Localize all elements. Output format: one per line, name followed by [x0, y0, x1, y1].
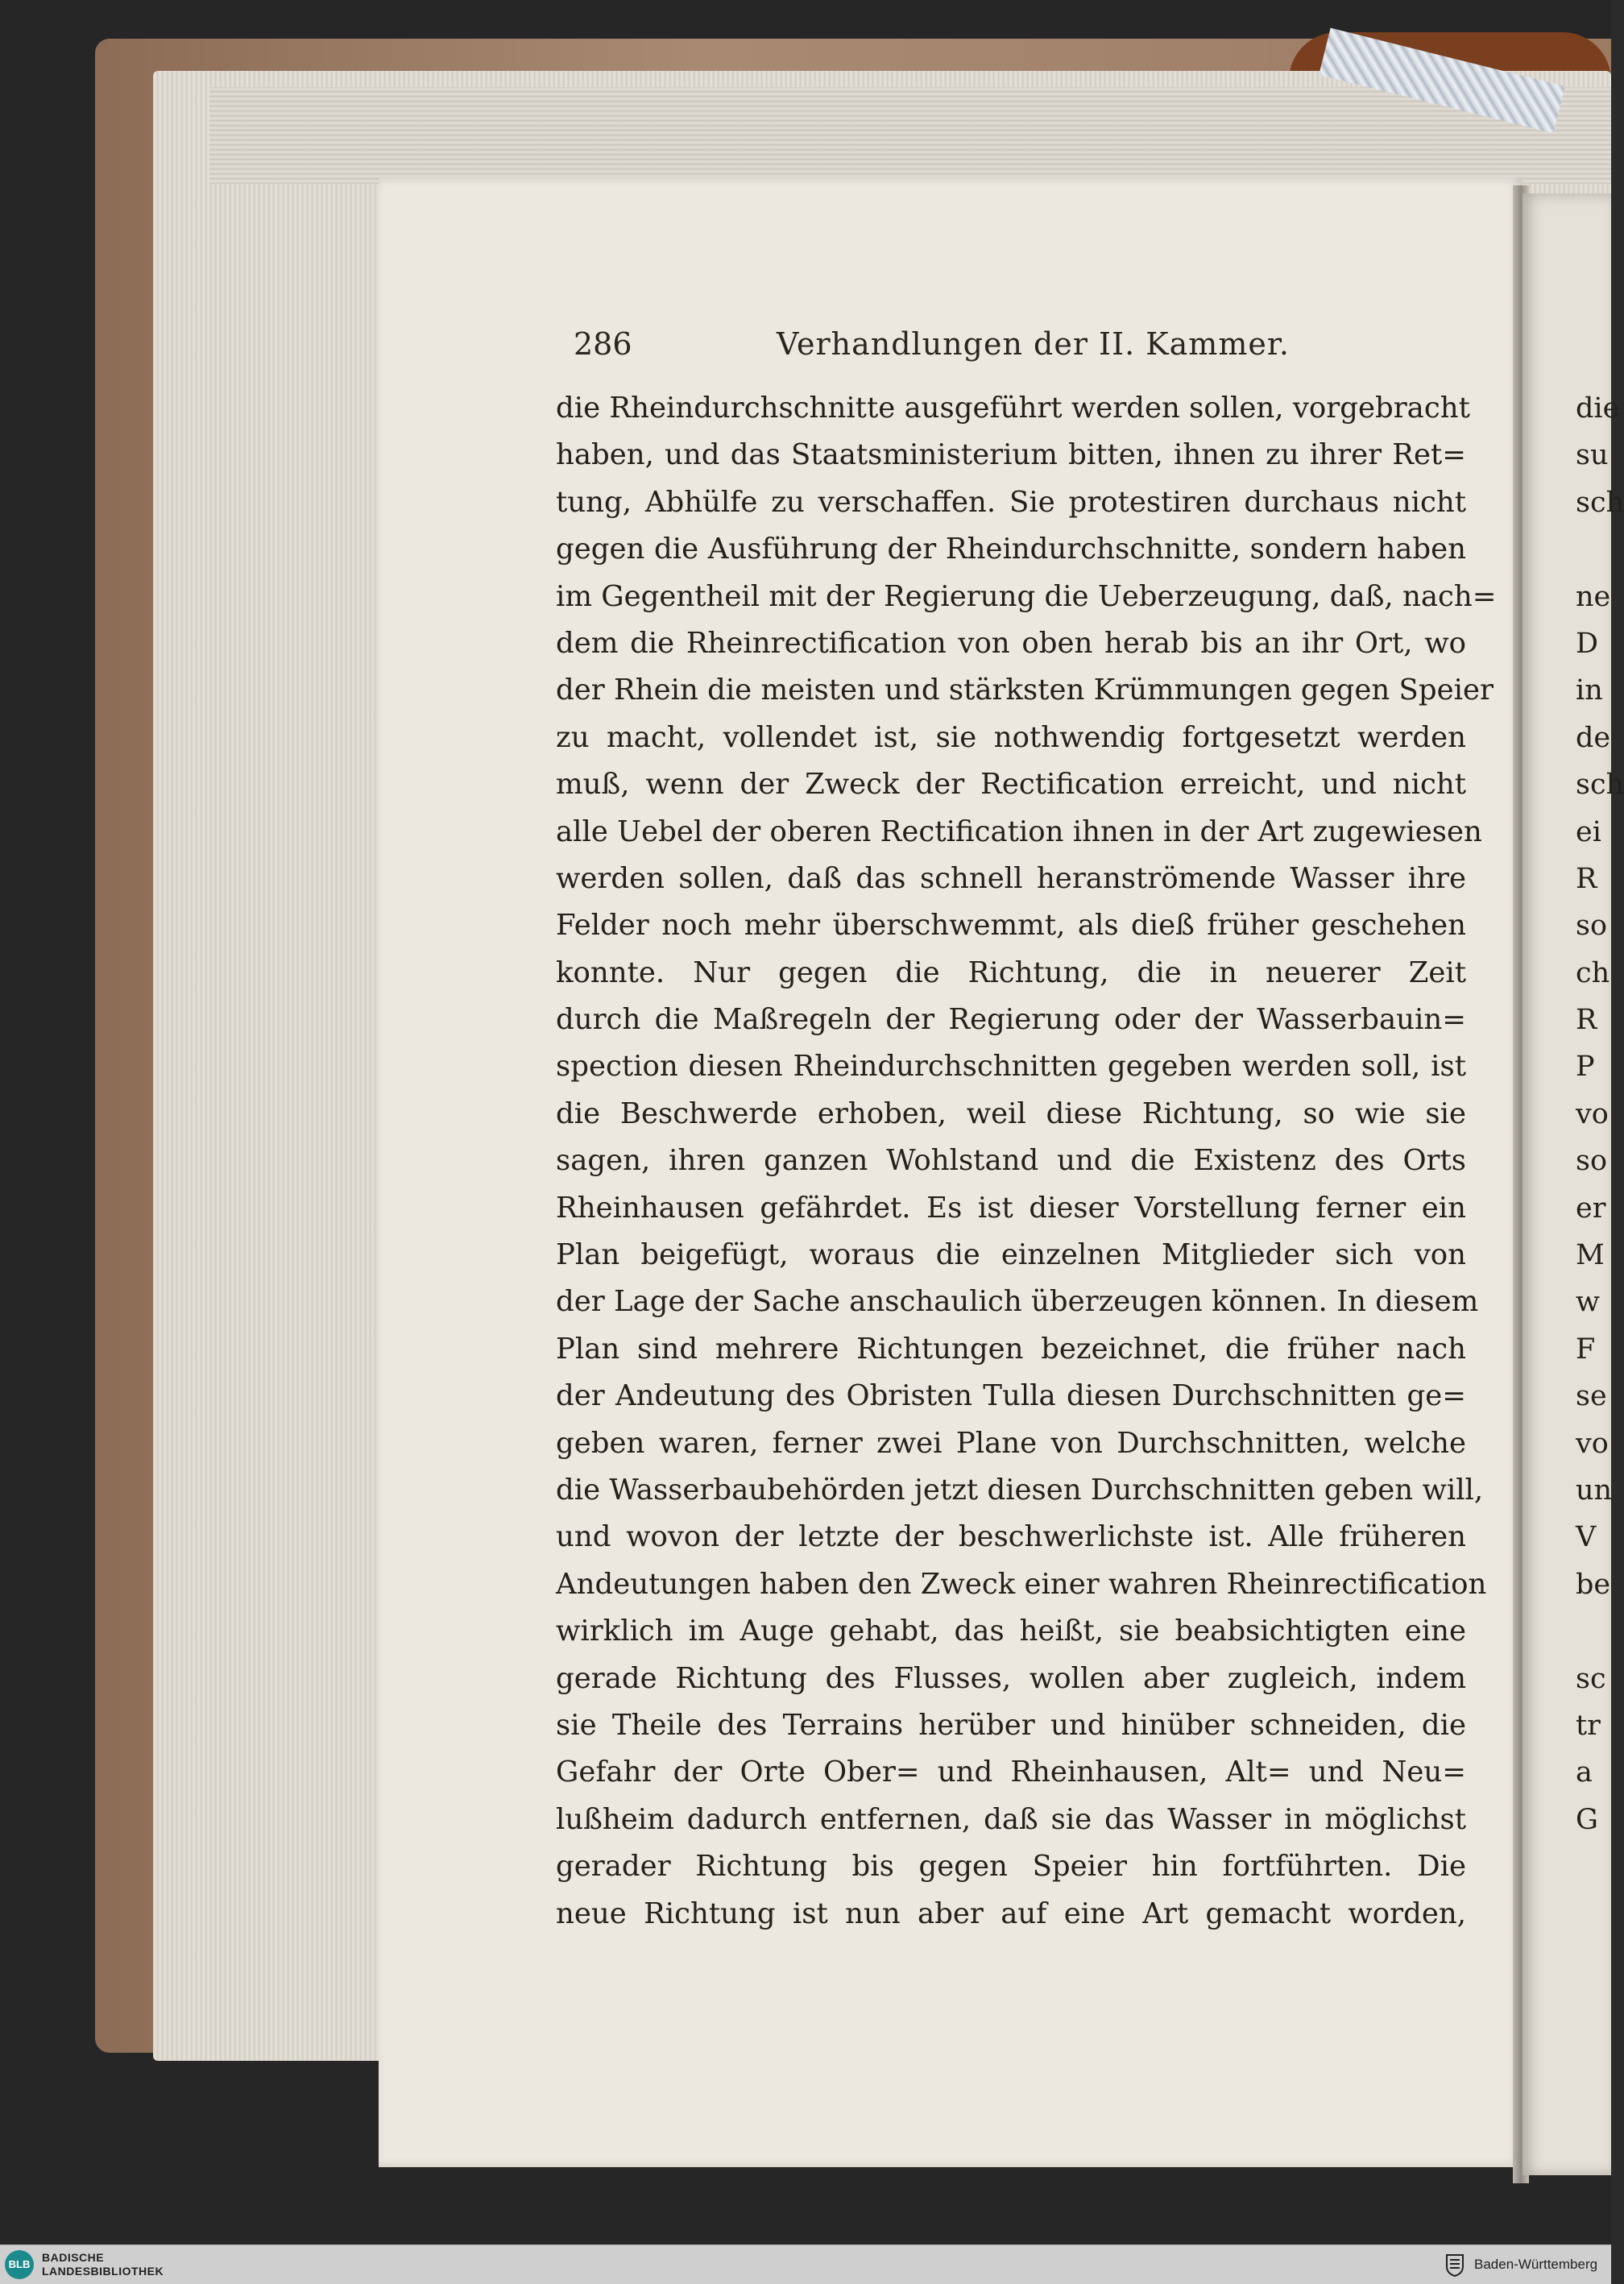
body-text — [556, 385, 1497, 1938]
facing-page-fragment: ne — [1576, 580, 1611, 613]
facing-page-fragment: a — [1576, 1756, 1593, 1789]
text-line: der Rhein die meisten und stärksten Krümmungen gegen Speier — [556, 674, 1494, 707]
library-name-line1: BADISCHE — [42, 2251, 105, 2264]
text-line: tung, Abhülfe zu verschaffen. Sie protestiren durchaus nicht — [556, 485, 1466, 519]
text-line: sie Theile des Terrains herüber und hinüber schneiden, die — [556, 1708, 1466, 1742]
library-name — [42, 2251, 164, 2278]
facing-page-fragment: D — [1576, 627, 1599, 660]
text-line: gerade Richtung des Flusses, wollen aber zugleich, indem — [556, 1661, 1466, 1695]
text-line: lußheim dadurch entfernen, daß sie das Wasser in möglichst — [556, 1802, 1466, 1836]
text-line: die Wasserbaubehörden jetzt diesen Durchschnitten geben will, — [556, 1473, 1484, 1507]
library-name-line2: LANDESBIBLIOTHEK — [42, 2265, 164, 2278]
facing-page-fragment: M — [1576, 1239, 1605, 1272]
text-line: der Andeutung des Obristen Tulla diesen Durchschnitten ge= — [556, 1379, 1466, 1413]
facing-page-fragment: in — [1576, 674, 1603, 707]
text-line: gegen die Ausführung der Rheindurchschnitte, sondern haben — [556, 533, 1466, 566]
text-line: Gefahr der Orte Ober= und Rheinhausen, Alt= und Neu= — [556, 1755, 1466, 1789]
text-line: gerader Richtung bis gegen Speier hin fortführten. Die — [556, 1850, 1466, 1884]
facing-page-fragment: P — [1576, 1051, 1595, 1084]
facing-page-fragment: V — [1576, 1521, 1597, 1554]
text-line: muß, wenn der Zweck der Rectification erreicht, und nicht — [556, 768, 1466, 802]
text-line: die Beschwerde erhoben, weil diese Richtung, so wie sie — [556, 1096, 1466, 1130]
facing-page-fragment: vo — [1576, 1097, 1609, 1130]
text-line: zu macht, vollendet ist, sie nothwendig fortgesetzt werden — [556, 720, 1466, 754]
page-number: 286 — [574, 326, 632, 362]
facing-page-fragment: so — [1576, 910, 1608, 943]
text-line: Plan sind mehrere Richtungen bezeichnet, die früher nach — [556, 1332, 1466, 1366]
footer-bar — [0, 2245, 1611, 2284]
blb-logo-icon: BLB — [5, 2250, 34, 2279]
text-line: wirklich im Auge gehabt, das heißt, sie beabsichtigten eine — [556, 1615, 1466, 1648]
text-line: dem die Rheinrectification von oben herab bis an ihr Ort, wo — [556, 626, 1466, 660]
text-line: geben waren, ferner zwei Plane von Durchschnitten, welche — [556, 1426, 1466, 1460]
facing-page-fragment: so — [1576, 1145, 1608, 1178]
facing-page-fragment: er — [1576, 1192, 1606, 1225]
text-line: der Lage der Sache anschaulich überzeugen können. In diesem — [556, 1285, 1479, 1319]
text-line: werden sollen, daß das schnell heranströmende Wasser ihre — [556, 861, 1466, 895]
state-name: Baden-Württemberg — [1474, 2257, 1598, 2272]
facing-page-fragment: G — [1576, 1803, 1598, 1836]
text-line: Felder noch mehr überschwemmt, als dieß früher geschehen — [556, 909, 1466, 943]
text-line: alle Uebel der oberen Rectification ihnen in der Art zugewiesen — [556, 815, 1482, 848]
facing-page-fragment: sc — [1576, 1662, 1606, 1695]
facing-page-fragment: be — [1576, 1568, 1611, 1601]
facing-page-fragment: tr — [1576, 1709, 1601, 1742]
text-line: sagen, ihren ganzen Wohlstand und die Existenz des Orts — [556, 1144, 1466, 1178]
text-line: durch die Maßregeln der Regierung oder der Wasserbauin= — [556, 1003, 1466, 1037]
text-line: neue Richtung ist nun aber auf eine Art gemacht worden, — [556, 1896, 1466, 1930]
text-line: die Rheindurchschnitte ausgeführt werden sollen, vorgebracht — [556, 392, 1470, 425]
facing-page-fragment: R — [1576, 1004, 1597, 1037]
text-line: haben, und das Staatsministerium bitten, ihnen zu ihrer Ret= — [556, 438, 1466, 472]
facing-page-fragment: vo — [1576, 1427, 1609, 1460]
facing-page-fragment: ei — [1576, 815, 1601, 848]
facing-page-fragment: un — [1576, 1474, 1613, 1507]
facing-page-fragment: w — [1576, 1286, 1600, 1319]
facing-page-fragment: ch — [1576, 956, 1610, 989]
text-line: konnte. Nur gegen die Richtung, die in neuerer Zeit — [556, 955, 1466, 989]
facing-page-fragment: F — [1576, 1333, 1596, 1366]
facing-page-text — [1576, 385, 1624, 1843]
facing-page-fragment — [1576, 1608, 1611, 1655]
facing-page-fragment — [1576, 526, 1611, 573]
running-head-title: Verhandlungen der II. Kammer. — [777, 326, 1290, 362]
running-head — [574, 326, 1468, 375]
facing-page-fragment: sch — [1576, 486, 1624, 519]
text-line: Plan beigefügt, woraus die einzelnen Mitglieder sich von — [556, 1238, 1466, 1272]
text-line: Rheinhausen gefährdet. Es ist dieser Vorstellung ferner ein — [556, 1191, 1466, 1225]
page-edges-top — [209, 87, 1611, 184]
state-coat-of-arms-icon — [1444, 2253, 1465, 2277]
facing-page-fragment: se — [1576, 1380, 1607, 1413]
facing-page-fragment: de — [1576, 721, 1611, 754]
text-line: im Gegentheil mit der Regierung die Ueberzeugung, daß, nach= — [556, 579, 1497, 613]
text-line: Andeutungen haben den Zweck einer wahren Rheinrectification — [556, 1567, 1487, 1601]
facing-page-fragment: sch — [1576, 769, 1624, 802]
facing-page-fragment: su — [1576, 439, 1609, 472]
facing-page-fragment: die — [1576, 392, 1620, 425]
text-line: und wovon der letzte der beschwerlichste ist. Alle früheren — [556, 1520, 1466, 1554]
text-line: spection diesen Rheindurchschnitten gegeben werden soll, ist — [556, 1050, 1466, 1084]
facing-page-fragment: R — [1576, 862, 1597, 895]
